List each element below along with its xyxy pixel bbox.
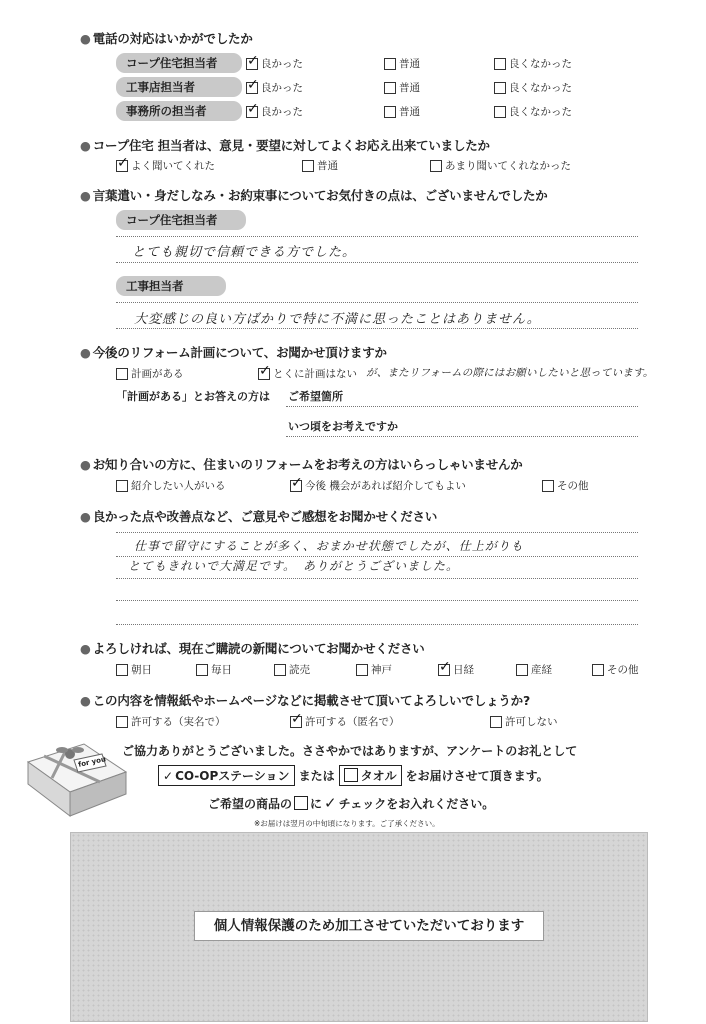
checkbox[interactable] bbox=[384, 106, 396, 118]
q1-row1-opt3[interactable]: 良くなかった bbox=[494, 56, 572, 71]
newspaper-option[interactable]: 読売 bbox=[274, 662, 310, 677]
checkbox[interactable] bbox=[494, 58, 506, 70]
checkbox[interactable] bbox=[302, 160, 314, 172]
q1-row3-label: 事務所の担当者 bbox=[116, 101, 242, 121]
checkbox[interactable] bbox=[592, 664, 604, 676]
or-text: または bbox=[298, 769, 335, 783]
q1-row3-opt3[interactable]: 良くなかった bbox=[494, 104, 572, 119]
checkbox[interactable] bbox=[344, 768, 358, 782]
checkbox[interactable] bbox=[356, 664, 368, 676]
checkbox-checked[interactable] bbox=[290, 480, 302, 492]
q8-opt3[interactable]: 許可しない bbox=[490, 714, 558, 729]
checkbox-checked[interactable] bbox=[246, 58, 258, 70]
checkbox-checked[interactable] bbox=[246, 106, 258, 118]
q1-row1-opt2[interactable]: 普通 bbox=[384, 56, 420, 71]
checkbox[interactable] bbox=[384, 82, 396, 94]
checkbox-checked[interactable] bbox=[246, 82, 258, 94]
checkbox[interactable] bbox=[490, 716, 502, 728]
dotted-line bbox=[286, 406, 638, 407]
dotted-line bbox=[116, 578, 638, 579]
gift-option-coop-station[interactable]: ✓ CO-OPステーション bbox=[158, 765, 295, 786]
delivery-note: ※お届けは翌月の中旬頃になります。ご了承ください。 bbox=[254, 819, 440, 828]
gift-option-towel[interactable]: タオル bbox=[339, 765, 402, 786]
thanks-line2 bbox=[158, 765, 549, 786]
dotted-line bbox=[116, 262, 638, 263]
q7-title: ● よろしければ、現在ご購読の新聞についてお聞かせください bbox=[80, 641, 425, 656]
checkbox-checked[interactable] bbox=[116, 160, 128, 172]
q3-handwriting2: 大変感じの良い方ばかりで特に不満に思ったことはありません。 bbox=[134, 312, 541, 327]
q1-row3-opt2[interactable]: 普通 bbox=[384, 104, 420, 119]
q5-opt2[interactable]: ✓ 今後 機会があれば紹介してもよい bbox=[290, 478, 466, 493]
q5-title: ● お知り合いの方に、住まいのリフォームをお考えの方はいらっしゃいませんか bbox=[80, 457, 523, 472]
q1-row2-opt1[interactable]: ✓ 良かった bbox=[246, 80, 303, 95]
newspaper-option[interactable]: 神戸 bbox=[356, 662, 392, 677]
q1-row1-label: コープ住宅担当者 bbox=[116, 53, 242, 73]
checkbox[interactable] bbox=[516, 664, 528, 676]
checkbox[interactable] bbox=[430, 160, 442, 172]
q4-handwriting: が、またリフォームの際にはお願いしたいと思っています。 bbox=[366, 367, 654, 379]
check-icon: ✓ bbox=[163, 769, 174, 783]
q8-opt2[interactable]: ✓ 許可する（匿名で） bbox=[290, 714, 400, 729]
q2-opt2[interactable]: 普通 bbox=[302, 158, 338, 173]
dotted-line bbox=[116, 600, 638, 601]
q4-opt1[interactable]: 計画がある bbox=[116, 366, 184, 381]
check-mark-icon: ✓ bbox=[324, 794, 337, 812]
dotted-line bbox=[116, 624, 638, 625]
q3-handwriting1: とても親切で信頼できる方でした。 bbox=[132, 245, 357, 260]
q8-title: ● この内容を情報紙やホームページなどに掲載させて頂いてよろしいでしょうか? bbox=[80, 693, 531, 708]
newspaper-option[interactable]: 朝日 bbox=[116, 662, 152, 677]
dotted-line bbox=[286, 436, 638, 437]
q1-row2-opt3[interactable]: 良くなかった bbox=[494, 80, 572, 95]
q4-opt2[interactable]: ✓ とくに計画はない bbox=[258, 366, 357, 381]
privacy-notice: 個人情報保護のため加工させていただいております bbox=[194, 911, 544, 941]
checkbox[interactable] bbox=[116, 480, 128, 492]
q8-opt1[interactable]: 許可する（実名で） bbox=[116, 714, 226, 729]
checkbox[interactable] bbox=[196, 664, 208, 676]
newspaper-option[interactable]: 毎日 bbox=[196, 662, 232, 677]
q1-row1-opt1[interactable]: ✓ 良かった bbox=[246, 56, 303, 71]
checkbox[interactable] bbox=[494, 82, 506, 94]
q3-label2: 工事担当者 bbox=[116, 276, 226, 296]
checkbox[interactable] bbox=[384, 58, 396, 70]
thanks-line1: ご協力ありがとうございました。ささやかではありますが、アンケートのお礼として bbox=[122, 744, 578, 758]
q4-follow-text: 「計画がある」とお答えの方は bbox=[116, 390, 270, 403]
thanks-line2-end: をお届けさせて頂きます。 bbox=[405, 769, 549, 783]
q2-opt3[interactable]: あまり聞いてくれなかった bbox=[430, 158, 571, 173]
newspaper-option[interactable]: その他 bbox=[592, 662, 639, 677]
gift-tag-text: for you bbox=[77, 755, 107, 769]
checkbox-sample bbox=[294, 796, 308, 810]
q1-row2-opt2[interactable]: 普通 bbox=[384, 80, 420, 95]
checkbox[interactable] bbox=[494, 106, 506, 118]
q5-opt1[interactable]: 紹介したい人がいる bbox=[116, 478, 226, 493]
checkbox[interactable] bbox=[116, 368, 128, 380]
checkbox[interactable] bbox=[542, 480, 554, 492]
checkbox-checked[interactable] bbox=[258, 368, 270, 380]
dotted-line bbox=[116, 328, 638, 329]
thanks-line3: ご希望の商品の に ✓ チェックをお入れください。 bbox=[208, 794, 495, 812]
q4-title: ● 今後のリフォーム計画について、お聞かせ頂けますか bbox=[80, 345, 387, 360]
dotted-line bbox=[116, 302, 638, 303]
gift-box-icon bbox=[22, 732, 132, 822]
checkbox[interactable] bbox=[274, 664, 286, 676]
dotted-line bbox=[116, 532, 638, 533]
q6-handwriting1: 仕事で留守にすることが多く、おまかせ状態でしたが、仕上がりも bbox=[134, 539, 524, 553]
q1-title: ● 電話の対応はいかがでしたか bbox=[80, 31, 253, 46]
checkbox[interactable] bbox=[116, 716, 128, 728]
checkbox-checked[interactable] bbox=[290, 716, 302, 728]
q1-row2-label: 工事店担当者 bbox=[116, 77, 242, 97]
q1-row3-opt1[interactable]: ✓ 良かった bbox=[246, 104, 303, 119]
gift-box-illustration bbox=[22, 732, 132, 822]
newspaper-option[interactable]: ✓ 日経 bbox=[438, 662, 474, 677]
dotted-line bbox=[116, 236, 638, 237]
checkbox-checked[interactable] bbox=[438, 664, 450, 676]
q2-title: ● コープ住宅 担当者は、意見・要望に対してよくお応え出来ていましたか bbox=[80, 138, 490, 153]
q4-place-label: ご希望箇所 bbox=[288, 390, 343, 403]
q3-title: ● 言葉遣い・身だしなみ・お約束事についてお気付きの点は、ございませんでしたか bbox=[80, 188, 548, 203]
checkbox[interactable] bbox=[116, 664, 128, 676]
q3-label1: コープ住宅担当者 bbox=[116, 210, 246, 230]
newspaper-option[interactable]: 産経 bbox=[516, 662, 552, 677]
q6-title: ● 良かった点や改善点など、ご意見やご感想をお聞かせください bbox=[80, 509, 438, 524]
q4-when-label: いつ頃をお考えですか bbox=[288, 420, 398, 433]
q5-opt3[interactable]: その他 bbox=[542, 478, 589, 493]
q6-handwriting2: とてもきれいで大満足です。 ありがとうございました。 bbox=[128, 559, 460, 573]
q2-opt1[interactable]: ✓ よく聞いてくれた bbox=[116, 158, 215, 173]
